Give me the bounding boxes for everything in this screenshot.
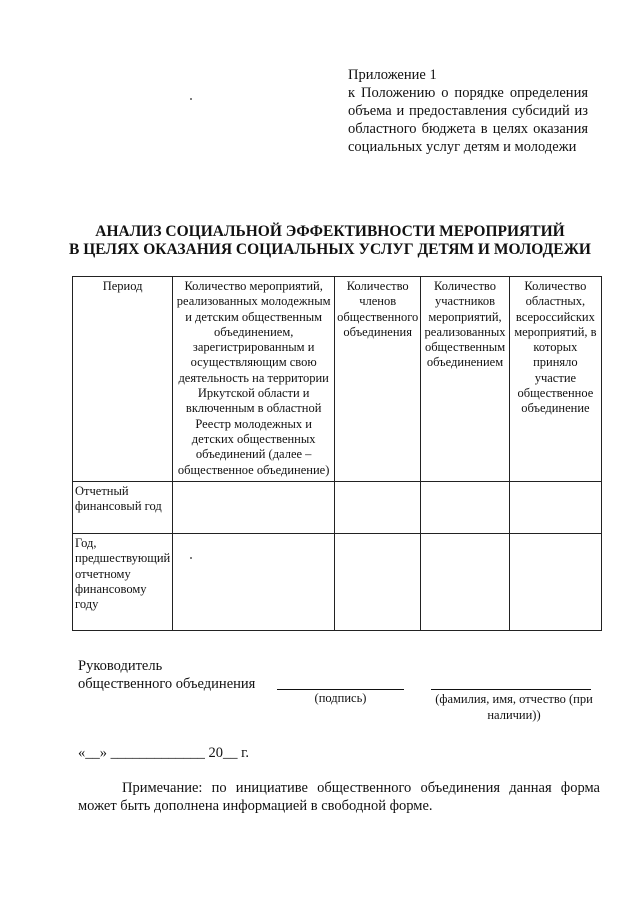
table-header-row bbox=[73, 277, 602, 482]
analysis-table bbox=[72, 276, 602, 631]
signature-label bbox=[78, 657, 255, 693]
signature-line-1: Руководитель bbox=[78, 658, 163, 674]
title-line-1: АНАЛИЗ СОЦИАЛЬНОЙ ЭФФЕКТИВНОСТИ МЕРОПРИЯТИЙ bbox=[95, 223, 565, 240]
header-period: Период bbox=[73, 277, 173, 482]
signature-caption: (подпись) bbox=[314, 691, 367, 705]
fio-caption: (фамилия, имя, отчество (при наличии)) bbox=[435, 692, 593, 722]
table-cell bbox=[421, 482, 510, 534]
document-title bbox=[40, 223, 620, 259]
table-cell bbox=[335, 482, 421, 534]
header-members-count: Количество членов общественного объединения bbox=[335, 277, 421, 482]
row-period: Отчетный финансовый год bbox=[73, 482, 173, 534]
note-paragraph: Примечание: по инициативе общественного объединения данная форма может быть дополнена информацией в свободной форме. bbox=[78, 780, 600, 814]
table-cell bbox=[173, 482, 335, 534]
title-line-2: В ЦЕЛЯХ ОКАЗАНИЯ СОЦИАЛЬНЫХ УСЛУГ ДЕТЯМ И МОЛОДЕЖИ bbox=[69, 241, 591, 258]
table-row bbox=[73, 482, 602, 534]
table-row bbox=[73, 534, 602, 631]
signature-line-2: общественного объединения bbox=[78, 676, 256, 692]
table-cell bbox=[421, 534, 510, 631]
header-participants-count: Количество участников мероприятий, реализованных общественным объединением bbox=[421, 277, 510, 482]
table-cell bbox=[509, 482, 601, 534]
scan-speck bbox=[190, 557, 192, 559]
scan-speck bbox=[190, 98, 192, 100]
table-cell bbox=[335, 534, 421, 631]
header-regional-events-count: Количество областных, всероссийских мероприятий, в которых приняло участие общественное объединение bbox=[509, 277, 601, 482]
table-cell bbox=[173, 534, 335, 631]
header-events-count: Количество мероприятий, реализованных молодежным и детским общественным объединением, зарегистрированным и осуществляющим свою деятельность на территории Иркутской области и включенным в областной Реестр молодежных и детских общественных объединений (далее – общественное объединение) bbox=[173, 277, 335, 482]
date-line: «__» _____________ 20__ г. bbox=[78, 745, 250, 761]
appendix-block bbox=[348, 66, 588, 156]
table-cell bbox=[509, 534, 601, 631]
fio-underline bbox=[431, 689, 591, 690]
row-period: Год, предшествующий отчетному финансовому году bbox=[73, 534, 173, 631]
appendix-number: Приложение 1 bbox=[348, 67, 437, 83]
signature-underline bbox=[277, 689, 404, 690]
appendix-text: к Положению о порядке определения объема и предоставления субсидий из областного бюджета в целях оказания социальных услуг детям и молодежи bbox=[348, 85, 588, 155]
